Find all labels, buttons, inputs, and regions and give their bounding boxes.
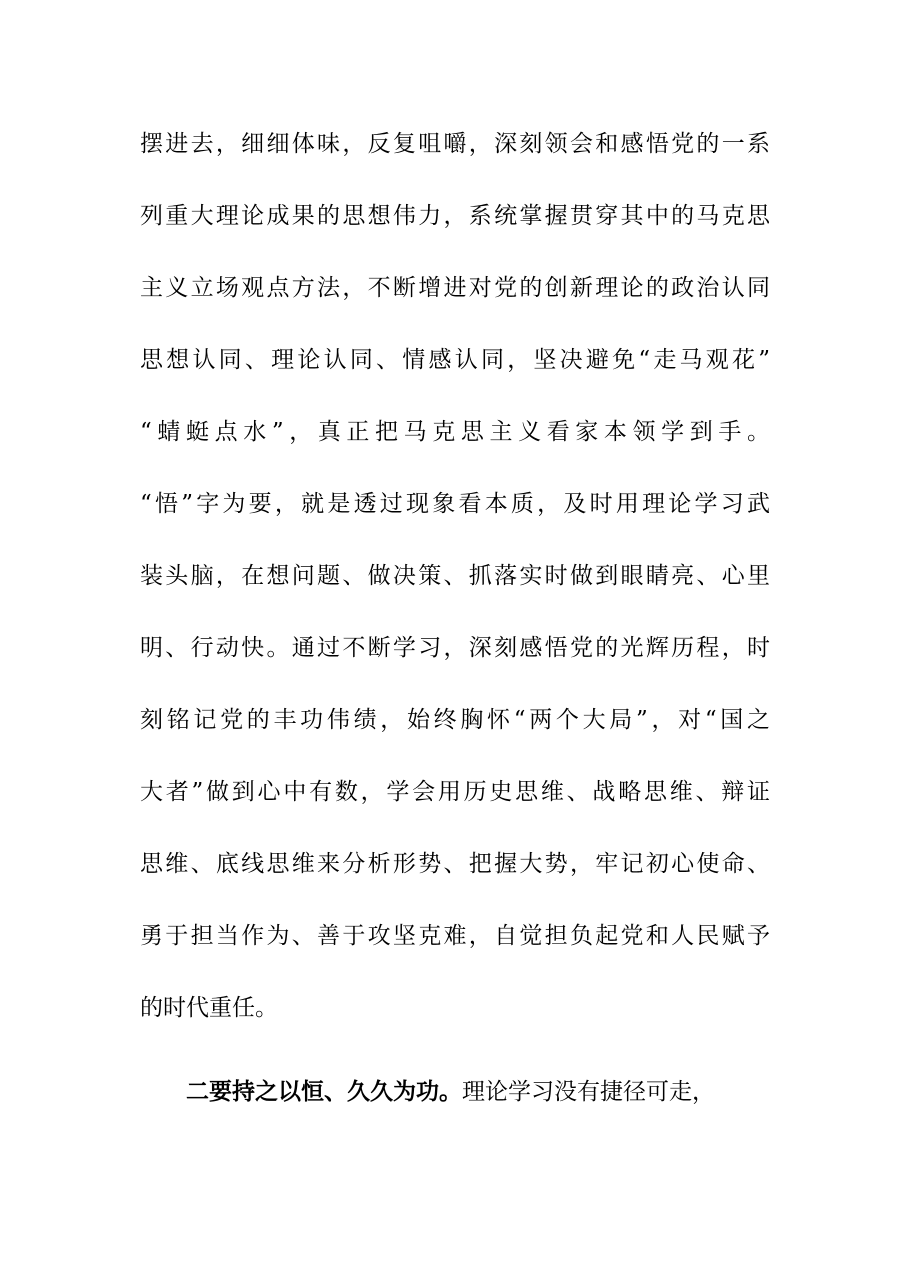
- paragraph-line: 摆进去，细细体味，反复咀嚼，深刻领会和感悟党的一系: [140, 131, 770, 157]
- paragraph-line: 的时代重任。: [140, 995, 278, 1021]
- paragraph-line: 刻铭记党的丰功伟绩，始终胸怀“两个大局”，对“国之: [140, 707, 770, 733]
- paragraph-line: 主义立场观点方法，不断增进对党的创新理论的政治认同: [140, 275, 770, 301]
- paragraph-line: 思想认同、理论认同、情感认同，坚决避免“走马观花”: [140, 347, 770, 373]
- paragraph-line: 勇于担当作为、善于攻坚克难，自觉担负起党和人民赋予: [140, 923, 770, 949]
- section-heading: 二要持之以恒、久久为功。: [186, 1078, 462, 1105]
- section-text: 理论学习没有捷径可走，: [462, 1079, 715, 1105]
- paragraph-line: “蜻蜓点水”，真正把马克思主义看家本领学到手。: [140, 419, 770, 445]
- paragraph-line: 思维、底线思维来分析形势、把握大势，牢记初心使命、: [140, 851, 770, 877]
- paragraph-line: 大者”做到心中有数，学会用历史思维、战略思维、辩证: [140, 779, 770, 805]
- paragraph-line: 装头脑，在想问题、做决策、抓落实时做到眼睛亮、心里: [140, 563, 770, 589]
- paragraph-line: 明、行动快。通过不断学习，深刻感悟党的光辉历程，时: [140, 635, 770, 661]
- paragraph-gap: [140, 1058, 770, 1070]
- paragraph-line: “悟”字为要，就是透过现象看本质，及时用理论学习武: [140, 491, 770, 517]
- paragraph-2-first-line: [140, 1070, 770, 1142]
- document-body: [140, 122, 770, 1142]
- paragraph-line: 列重大理论成果的思想伟力，系统掌握贯穿其中的马克思: [140, 203, 770, 229]
